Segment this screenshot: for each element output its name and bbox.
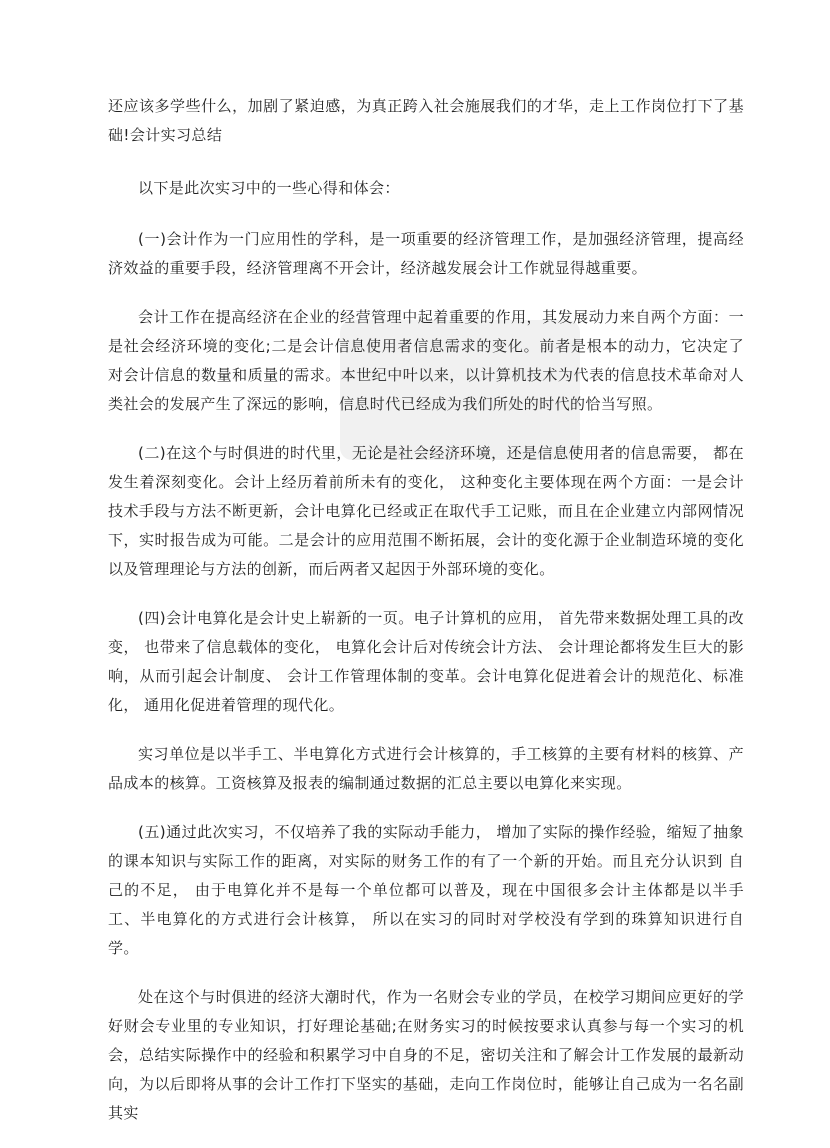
paragraph-section-4: (四)会计电算化是会计史上崭新的一页。电子计算机的应用， 首先带来数据处理工具的改变， 也带来了信息载体的变化， 电算化会计后对传统会计方法、 会计理论都将发生巨大的影响，从而引起会计制度、 会计工作管理体制的变革。会计电算化促进着会计的规范化、标准化， 通用化促进着管理的现代化。 bbox=[108, 609, 744, 714]
paragraph-section-1: (一)会计作为一门应用性的学科，是一项重要的经济管理工作，是加强经济管理，提高经济效益的重要手段，经济管理离不开会计，经济越发展会计工作就显得越重要。 bbox=[108, 230, 744, 277]
paragraph-section-2: (二)在这个与时俱进的时代里，无论是社会经济环境，还是信息使用者的信息需要， 都在发生着深刻变化。会计上经历着前所未有的变化， 这种变化主要体现在两个方面：一是会计技术手段与方法不断更新，会计电算化已经或正在取代手工记账，而且在企业建立内部网情况下，实时报告成为可能。二是会计的应用范围不断拓展，会计的变化源于企业制造环境的变化以及管理理论与方法的创新，而后两者又起因于外部环境的变化。 bbox=[108, 444, 744, 578]
document-page bbox=[108, 92, 744, 1148]
paragraph-conclusion: 处在这个与时俱进的经济大潮时代，作为一名财会专业的学员，在校学习期间应更好的学好财会专业里的专业知识，打好理论基础;在财务实习的时候按要求认真参与每一个实习的机会，总结实际操作中的经验和积累学习中自身的不足，密切关注和了解会计工作发展的最新动向，为以后即将从事的会计工作打下坚实的基础，走向工作岗位时，能够让自己成为一名名副其实 bbox=[108, 988, 744, 1122]
paragraph-summary-lead: 以下是此次实习中的一些心得和体会： bbox=[138, 179, 400, 197]
paragraph-internship-unit: 实习单位是以半手工、半电算化方式进行会计核算的，手工核算的主要有材料的核算、产品成本的核算。工资核算及报表的编制通过数据的汇总主要以电算化来实现。 bbox=[108, 745, 744, 792]
paragraph-accounting-role: 会计工作在提高经济在企业的经营管理中起着重要的作用，其发展动力来自两个方面：一是社会经济环境的变化;二是会计信息使用者信息需求的变化。前者是根本的动力，它决定了对会计信息的数量和质量的需求。本世纪中叶以来，以计算机技术为代表的信息技术革命对人类社会的发展产生了深远的影响，信息时代已经成为我们所处的时代的恰当写照。 bbox=[108, 308, 744, 413]
paragraph-section-5: (五)通过此次实习，不仅培养了我的实际动手能力， 增加了实际的操作经验，缩短了抽象的课本知识与实际工作的距离，对实际的财务工作的有了一个新的开始。而且充分认识到 自 己的不足， 由于电算化并不是每一个单位都可以普及，现在中国很多会计主体都是以半手工、半电算化的方式进行会计核算， 所以在实习的同时对学校没有学到的珠算知识进行自学。 bbox=[108, 823, 744, 957]
paragraph-intro-continuation: 还应该多学些什么，加剧了紧迫感，为真正跨入社会施展我们的才华，走上工作岗位打下了基础!会计实习总结 bbox=[108, 97, 744, 144]
